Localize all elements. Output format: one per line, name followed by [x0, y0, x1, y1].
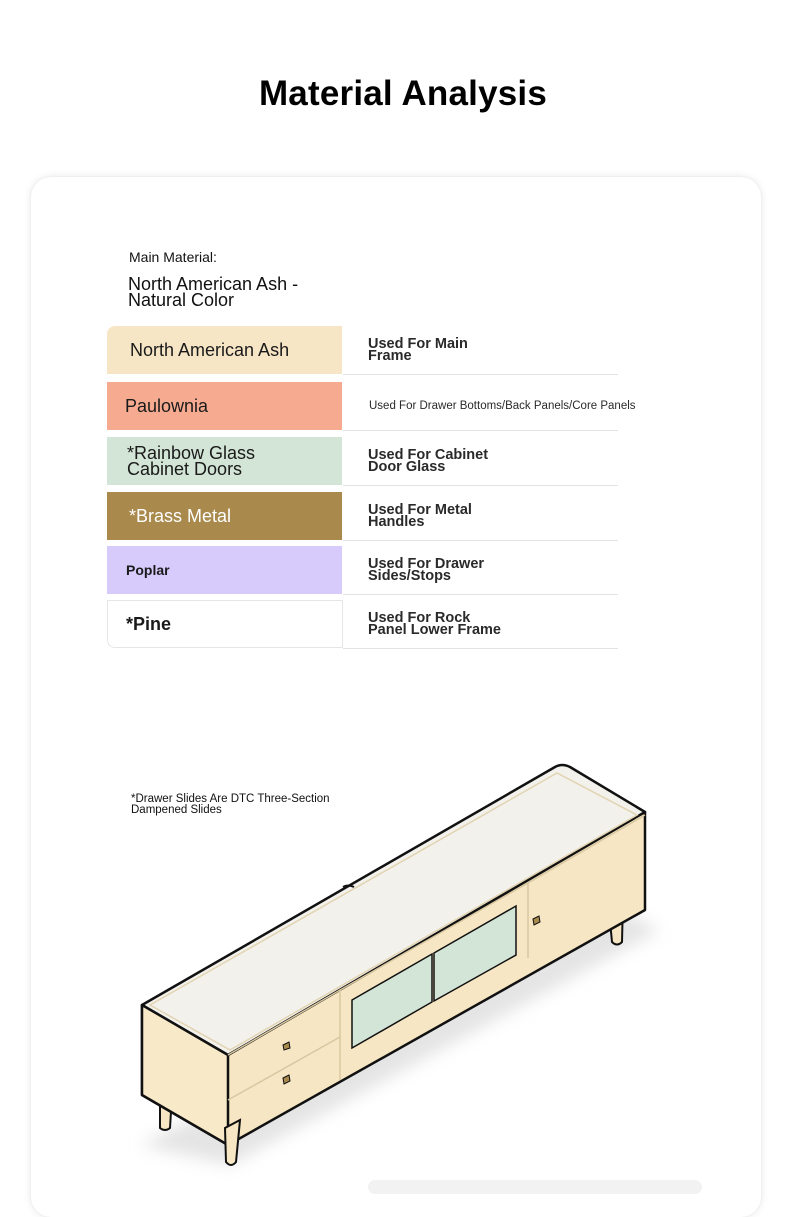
material-swatch [107, 492, 342, 540]
material-swatch [107, 600, 342, 648]
row-divider [343, 540, 618, 541]
row-divider [343, 485, 618, 486]
row-divider [343, 594, 618, 595]
row-divider [343, 374, 618, 375]
material-row [107, 326, 618, 374]
material-use: Used For Main Frame [368, 336, 468, 364]
material-name: *Brass Metal [129, 505, 232, 526]
row-divider [343, 648, 618, 649]
material-use: Used For Metal Handles [368, 502, 472, 530]
material-swatch [107, 437, 342, 485]
material-row [107, 437, 618, 485]
main-material-label: Main Material: [129, 249, 217, 265]
row-divider [343, 430, 618, 431]
material-use: Used For Drawer Bottoms/Back Panels/Core Panels [369, 400, 636, 412]
column-divider [342, 600, 343, 648]
material-name: Paulownia [125, 395, 209, 416]
tv-cabinet-illustration [120, 760, 680, 1180]
material-name: *Pine [126, 613, 172, 634]
drawer-slide-note: *Drawer Slides Are DTC Three-Section Dampened Slides [131, 793, 330, 816]
bottom-caption-bar [368, 1180, 702, 1194]
material-name: Poplar [126, 562, 170, 578]
material-swatch [107, 546, 342, 594]
material-use: Used For Rock Panel Lower Frame [368, 610, 501, 638]
material-name: *Rainbow Glass Cabinet Doors [127, 443, 256, 479]
material-row [107, 382, 636, 430]
material-use: Used For Drawer Sides/Stops [368, 556, 485, 584]
page-title: Material Analysis [258, 74, 548, 113]
main-material-value: North American Ash - Natural Color [128, 274, 299, 310]
material-use: Used For Cabinet Door Glass [368, 447, 489, 475]
material-row [107, 546, 618, 594]
material-name: North American Ash [130, 339, 290, 360]
material-swatch [107, 382, 342, 430]
material-row [107, 600, 618, 648]
material-swatch [107, 326, 342, 374]
material-row [107, 492, 618, 540]
